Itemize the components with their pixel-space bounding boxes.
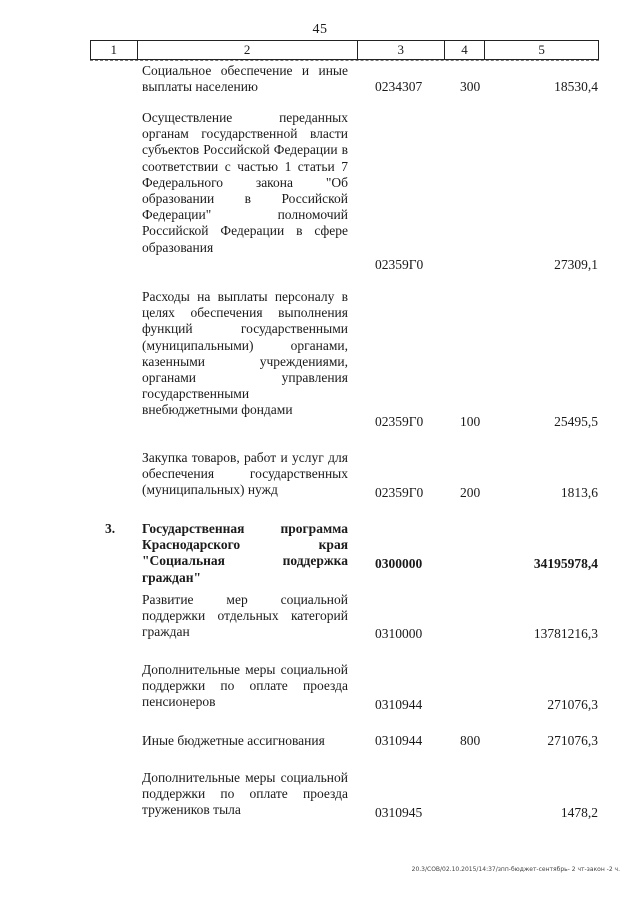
header-divider — [90, 60, 599, 61]
row-name: Дополнительные меры социальной поддержки по оплате проезда тружеников тыла — [142, 770, 348, 818]
row-code: 02359Г0 — [375, 414, 424, 429]
row-amount: 27309,1 — [554, 257, 598, 272]
column-header-4: 4 — [444, 41, 485, 60]
row-type: 200 — [460, 485, 481, 500]
row-code: 02359Г0 — [375, 257, 424, 272]
table-row — [0, 770, 640, 822]
row-type: 100 — [460, 414, 481, 429]
row-code: 02359Г0 — [375, 485, 424, 500]
row-amount: 34195978,4 — [533, 556, 598, 571]
row-amount: 1478,2 — [560, 805, 598, 820]
row-type: 300 — [460, 79, 481, 94]
row-code: 0310945 — [375, 805, 423, 820]
table-row — [0, 110, 640, 275]
row-name: Закупка товаров, работ и услуг для обеспечения государственных (муниципальных) нужд — [142, 450, 348, 498]
row-name: Государственная программа Краснодарского края "Социальная поддержка граждан" — [142, 521, 348, 585]
row-amount: 25495,5 — [554, 414, 598, 429]
row-amount: 18530,4 — [554, 79, 598, 94]
page-number: 45 — [312, 22, 328, 37]
row-code: 0234307 — [375, 79, 423, 94]
table-row — [0, 592, 640, 644]
row-name: Расходы на выплаты персоналу в целях обеспечения выполнения функций государственными (муниципальными) органами, казенными учреждениями, органами управления государственными внебюджетными фондами — [142, 289, 348, 418]
row-amount: 13781216,3 — [533, 626, 598, 641]
table-row — [0, 733, 640, 751]
table-row — [0, 662, 640, 714]
row-code: 0300000 — [375, 556, 423, 571]
row-code: 0310944 — [375, 697, 423, 712]
table-row — [0, 450, 640, 502]
column-header-table — [90, 40, 599, 60]
document-footer-note: 20.3/СОВ/02.10.2015/14:37/зпп-бюджет-сентябрь- 2 чт-закон -2 ч. — [411, 866, 620, 873]
row-name: Иные бюджетные ассигнования — [142, 733, 325, 748]
column-header-row — [91, 41, 599, 60]
table-row — [0, 289, 640, 437]
row-name: Осуществление переданных органам государственной власти субъектов Российской Федерации в соответствии с частью 1 статьи 7 Федерального закона "Об образовании в Российской Федерации" полномочий Российской Федерации в сфере образования — [142, 110, 348, 255]
row-code: 0310000 — [375, 626, 423, 641]
column-header-1: 1 — [91, 41, 138, 60]
table-row-program — [0, 521, 640, 585]
column-header-3: 3 — [357, 41, 444, 60]
table-row — [0, 63, 640, 97]
row-amount: 271076,3 — [547, 733, 598, 748]
row-name: Развитие мер социальной поддержки отдельных категорий граждан — [142, 592, 348, 640]
row-amount: 1813,6 — [560, 485, 598, 500]
row-type: 800 — [460, 733, 481, 748]
row-name: Дополнительные меры социальной поддержки по оплате проезда пенсионеров — [142, 662, 348, 710]
row-name: Социальное обеспечение и иные выплаты населению — [142, 63, 348, 95]
column-header-2: 2 — [137, 41, 357, 60]
row-amount: 271076,3 — [547, 697, 598, 712]
row-number: 3. — [105, 521, 116, 536]
row-code: 0310944 — [375, 733, 423, 748]
column-header-5: 5 — [485, 41, 599, 60]
